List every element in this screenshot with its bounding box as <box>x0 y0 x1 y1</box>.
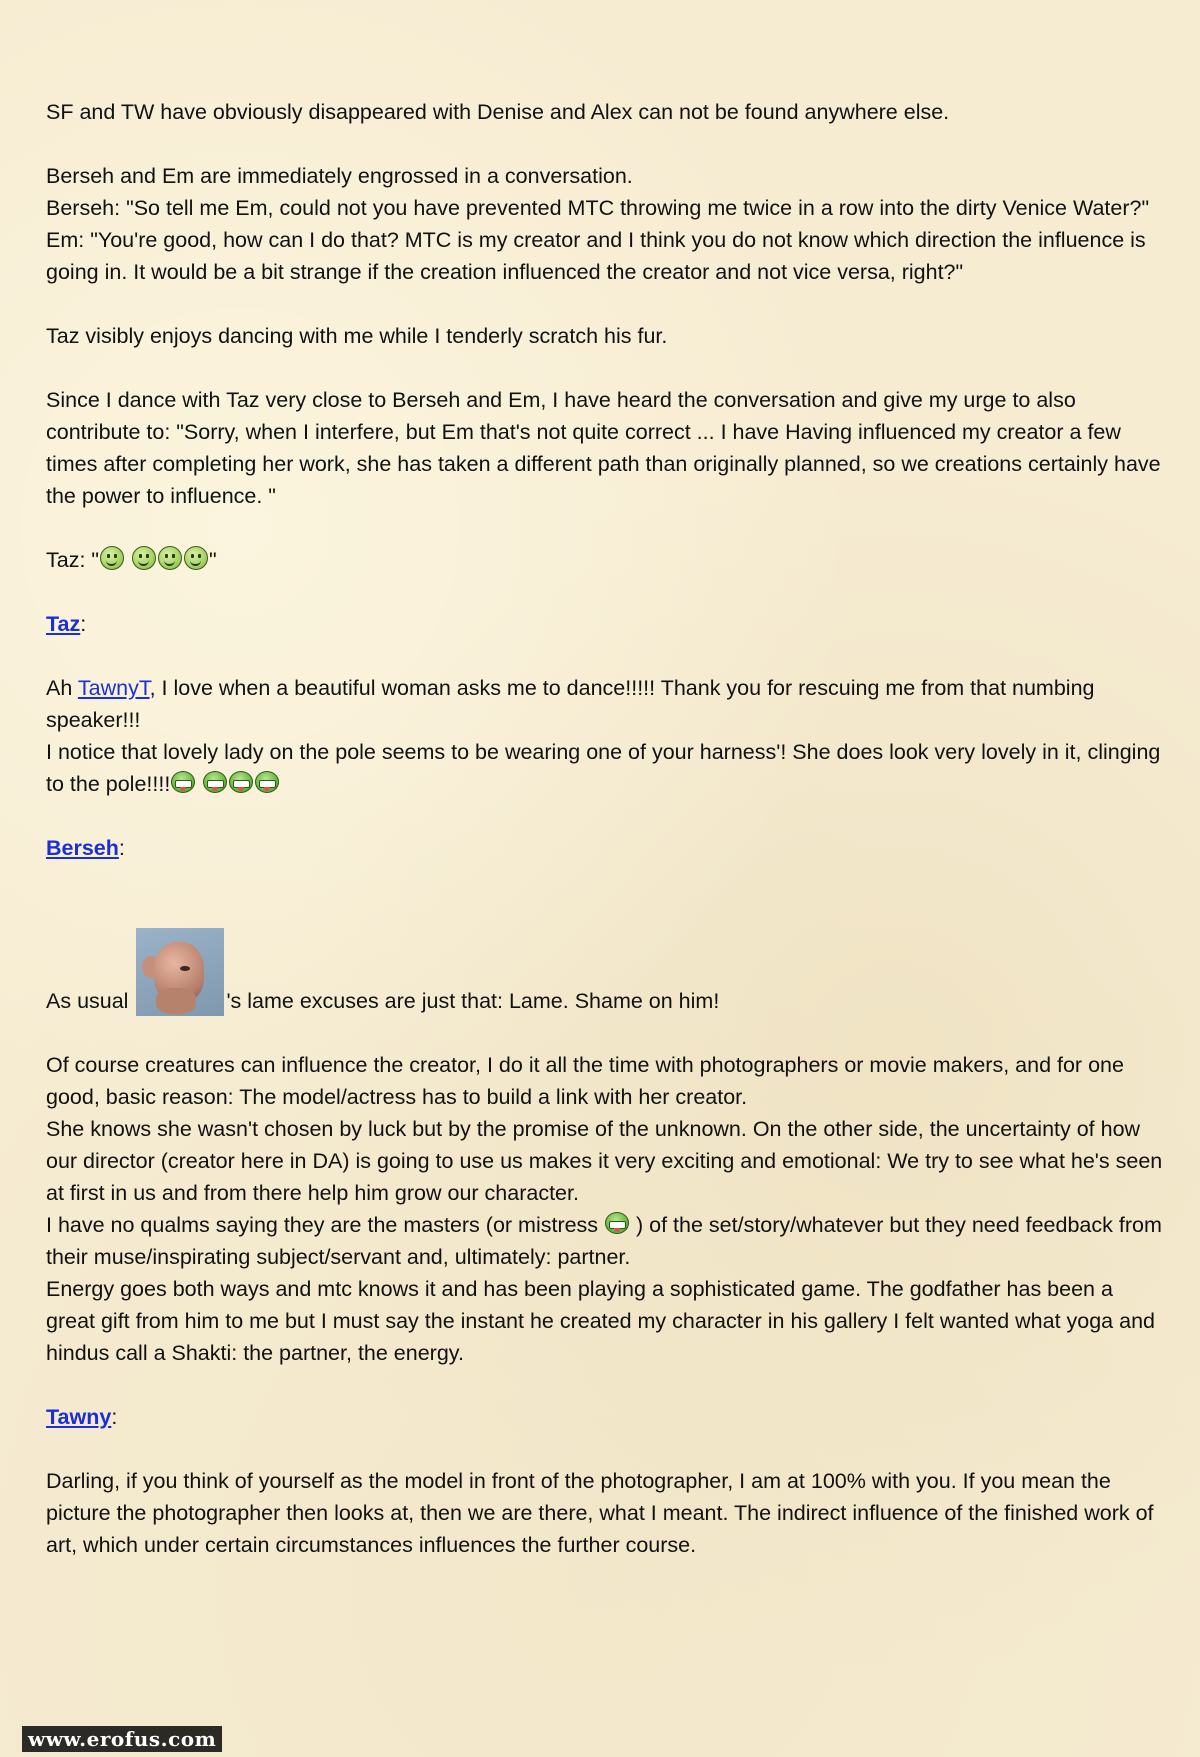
tawny-link[interactable]: Tawny <box>46 1405 112 1429</box>
grin-icon <box>229 771 253 793</box>
paragraph: Berseh and Em are immediately engrossed in a conversation. <box>46 164 633 188</box>
paragraph: She knows she wasn't chosen by luck but by the promise of the unknown. On the other side, the uncertainty of how our director (creator here in DA) is going to use us makes it very exciting and emotional: We try to see what he's seen at first in us and from there help him grow our character. <box>46 1117 1163 1205</box>
document-body <box>46 96 1166 1561</box>
grin-icon <box>171 771 195 793</box>
paragraph: Taz visibly enjoys dancing with me while I tenderly scratch his fur. <box>46 324 668 348</box>
watermark: www.erofus.com <box>22 1726 222 1752</box>
grin-icon <box>255 771 279 793</box>
paragraph: I notice that lovely lady on the pole seems to be wearing one of your harness'! She does look very lovely in it, clinging to the pole!!!! <box>46 740 1161 796</box>
paragraph: Berseh: "So tell me Em, could not you have prevented MTC throwing me twice in a row into the dirty Venice Water?" <box>46 196 1150 220</box>
paragraph: Darling, if you think of yourself as the model in front of the photographer, I am at 100% with you. If you mean the picture the photographer then looks at, then we are there, what I meant. The indirect influence of the finished work of art, which under certain circumstances influences the further course. <box>46 1469 1154 1557</box>
section-heading-taz: Taz: <box>46 612 87 636</box>
paragraph: Since I dance with Taz very close to Berseh and Em, I have heard the conversation and give my urge to also contribute to: "Sorry, when I interfere, but Em that's not quite correct ... I have Having influenced my creator a few times after completing her work, she has taken a different path than originally planned, so we creations certainly have the power to influence. " <box>46 388 1161 508</box>
paragraph: SF and TW have obviously disappeared with Denise and Alex can not be found anywhere else. <box>46 100 950 124</box>
paragraph: Of course creatures can influence the creator, I do it all the time with photographers or movie makers, and for one good, basic reason: The model/actress has to build a link with her creator. <box>46 1053 1124 1109</box>
smiley-icon <box>132 546 156 570</box>
paragraph: Ah TawnyT, I love when a beautiful woman asks me to dance!!!!! Thank you for rescuing me from that numbing speaker!!! <box>46 676 1095 732</box>
smiley-icon <box>184 546 208 570</box>
taz-quote: Taz: " " <box>46 548 217 572</box>
smiley-icon <box>158 546 182 570</box>
paragraph: Energy goes both ways and mtc knows it and has been playing a sophisticated game. The godfather has been a great gift from him to me but I must say the instant he created my character in his gallery I felt wanted what yoga and hindus call a Shakti: the partner, the energy. <box>46 1277 1155 1365</box>
berseh-link[interactable]: Berseh <box>46 836 119 860</box>
tawnyt-link[interactable]: TawnyT <box>77 676 150 700</box>
grin-icon <box>605 1212 629 1234</box>
paragraph: As usual 's lame excuses are just that: Lame. Shame on him! <box>46 928 1166 1017</box>
grin-icon <box>203 771 227 793</box>
section-heading-berseh: Berseh: <box>46 836 125 860</box>
smiley-icon <box>100 546 124 570</box>
paragraph: I have no qualms saying they are the masters (or mistress ) of the set/story/whatever but they need feedback from their muse/inspirating subject/servant and, ultimately: partner. <box>46 1213 1162 1269</box>
paragraph: Em: "You're good, how can I do that? MTC is my creator and I think you do not know which direction the influence is going in. It would be a bit strange if the creation influenced the creator and not vice versa, right?" <box>46 228 1146 284</box>
taz-link[interactable]: Taz <box>46 612 81 636</box>
avatar-image <box>136 928 224 1016</box>
section-heading-tawny: Tawny: <box>46 1405 118 1429</box>
